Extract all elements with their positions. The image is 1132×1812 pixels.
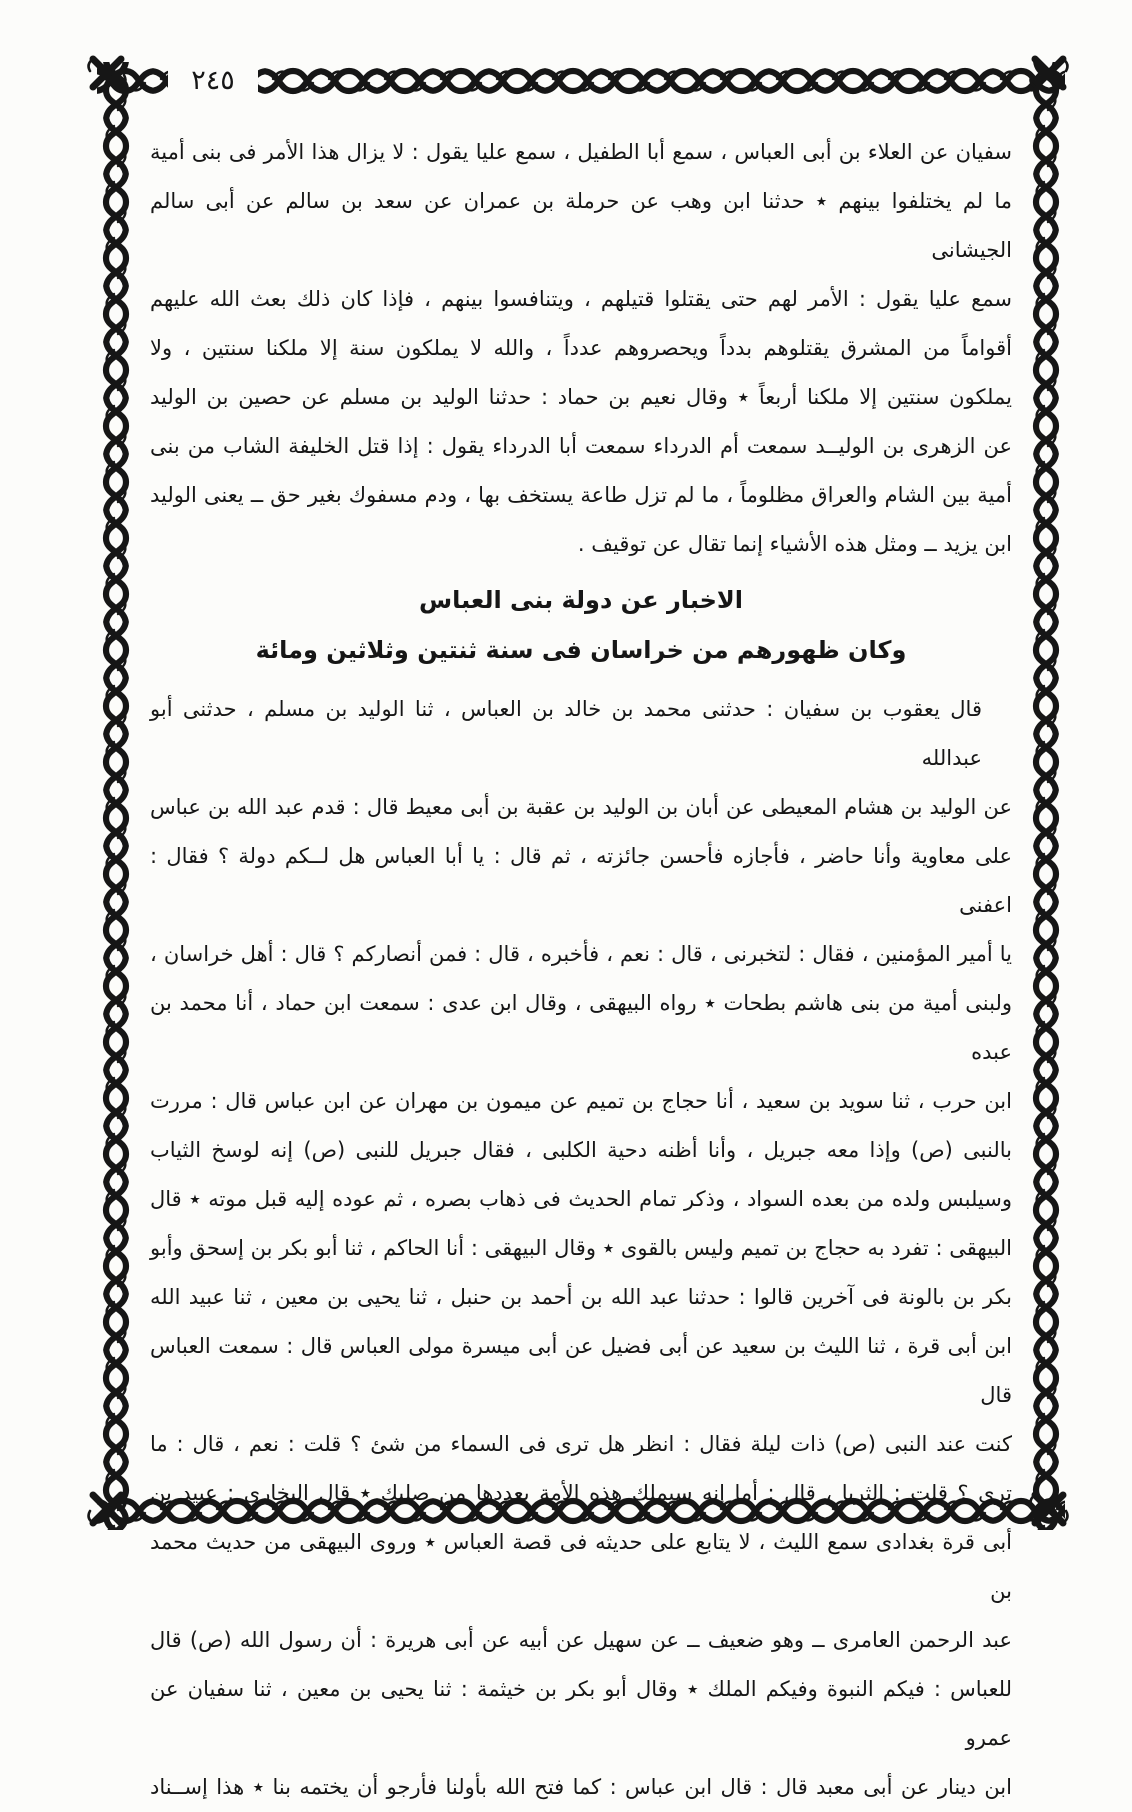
text-line: أقواماً من المشرق يقتلوهم بدداً ويحصروهم عدداً ، والله لا يملكون سنة إلا ملكنا سنتين ، ولا (150, 336, 1012, 360)
text-line: يا أمير المؤمنين ، فقال : لتخبرنى ، قال : نعم ، فأخبره ، قال : فمن أنصاركم ؟ قال : أهل خراسان ، (150, 942, 1012, 966)
text-line: ابن أبى قرة ، ثنا الليث بن سعيد عن أبى فضيل عن أبى ميسرة مولى العباس قال : سمعت العباس قال (150, 1334, 1012, 1407)
text-line: سمع عليا يقول : الأمر لهم حتى يقتلوا قتيلهم ، ويتنافسوا بينهم ، فإذا كان ذلك بعث الله عليهم (150, 287, 1012, 311)
corner-knot-icon (84, 1486, 130, 1532)
text-line: كنت عند النبى (ص) ذات ليلة فقال : انظر هل ترى فى السماء من شئ ؟ قلت : نعم ، قال : ما (150, 1432, 1012, 1456)
text-line: البيهقى : تفرد به حجاج بن تميم وليس بالقوى ٭ وقال البيهقى : أنا الحاكم ، ثنا أبو بكر بن إسحق وأبو (150, 1236, 1012, 1260)
braid-border-left-icon (97, 62, 135, 1530)
text-line: ابن حرب ، ثنا سويد بن سعيد ، أنا حجاج بن تميم عن ميمون بن مهران عن ابن عباس قال : مررت (150, 1089, 1012, 1113)
text-line: على معاوية وأنا حاضر ، فأجازه فأحسن جائزته ، ثم قال : يا أبا العباس هل لــكم دولة ؟ فقال : اعفنى (150, 844, 1012, 917)
text-line: ابن يزيد ــ ومثل هذه الأشياء إنما تقال عن توقيف . (577, 532, 1012, 556)
text-line: ابن دينار عن أبى معبد قال : قال ابن عباس : كما فتح الله بأولنا فأرجو أن يختمه بنا ٭ هذا إســناد (150, 1775, 1012, 1799)
text-line: سفيان عن العلاء بن أبى العباس ، سمع أبا الطفيل ، سمع عليا يقول : لا يزال هذا الأمر فى بنى أمية (150, 140, 1012, 164)
text-line: بالنبى (ص) وإذا معه جبريل ، وأنا أظنه دحية الكلبى ، فقال جبريل للنبى (ص) إنه لوسخ الثياب (150, 1138, 1012, 1162)
text-line: ولبنى أمية من بنى هاشم بطحات ٭ رواه البيهقى ، وقال ابن عدى : سمعت ابن حماد ، أنا محمد بن عبده (150, 991, 1012, 1064)
page-number: ٢٤٥ (168, 58, 258, 104)
text-line: قال يعقوب بن سفيان : حدثنى محمد بن خالد بن العباس ، ثنا الوليد بن مسلم ، حدثنى أبو عبدالله (150, 697, 982, 770)
corner-knot-icon (1026, 50, 1072, 96)
text-line: وسيلبس ولده من بعده السواد ، وذكر تمام الحديث فى ذهاب بصره ، ثم عوده إليه قبل موته ٭ قال (150, 1187, 1012, 1211)
text-line: للعباس : فيكم النبوة وفيكم الملك ٭ وقال أبو بكر بن خيثمة : ثنا يحيى بن معين ، ثنا سفيان عن عمرو (150, 1677, 1012, 1750)
corner-knot-icon (1026, 1486, 1072, 1532)
text-line: ترى ؟ قلت : الثريا ، قال : أما إنه سيملك هذه الأمة بعددها من صلبك ٭ قال البخارى : عبيد بن (150, 1481, 1012, 1505)
text-line: أمية بين الشام والعراق مظلوماً ، ما لم تزل طاعة يستخف بها ، ودم مسفوك بغير حق ــ يعنى الوليد (150, 483, 1012, 507)
page-text-block (150, 128, 1012, 1812)
section-subheading: وكان ظهورهم من خراسان فى سنة ثنتين وثلاثين ومائة (255, 636, 907, 664)
text-line: عن الزهرى بن الوليــد سمعت أم الدرداء سمعت أبا الدرداء يقول : إذا قتل الخليفة الشاب من بنى (150, 434, 1012, 458)
text-line: أبى قرة بغدادى سمع الليث ، لا يتابع على حديثه فى قصة العباس ٭ وروى البيهقى من حديث محمد بن (150, 1530, 1012, 1603)
text-line: بكر بن بالونة فى آخرين قالوا : حدثنا عبد الله بن أحمد بن حنبل ، ثنا يحيى بن معين ، ثنا عبيد الله (150, 1285, 1012, 1309)
text-line: عبد الرحمن العامرى ــ وهو ضعيف ــ عن سهيل عن أبيه عن أبى هريرة : أن رسول الله (ص) قال (150, 1628, 1012, 1652)
text-line: ما لم يختلفوا بينهم ٭ حدثنا ابن وهب عن حرملة بن عمران عن سعد بن سالم عن أبى سالم الجيشانى (150, 189, 1012, 262)
text-line: عن الوليد بن هشام المعيطى عن أبان بن الوليد بن عقبة بن أبى معيط قال : قدم عبد الله بن عباس (150, 795, 1012, 819)
section-heading: الاخبار عن دولة بنى العباس (418, 586, 744, 614)
braid-border-right-icon (1027, 62, 1065, 1530)
corner-knot-icon (84, 50, 130, 96)
text-line: يملكون سنتين إلا ملكنا أربعاً ٭ وقال نعيم بن حماد : حدثنا الوليد بن مسلم عن حصين بن الوليد (150, 385, 1012, 409)
